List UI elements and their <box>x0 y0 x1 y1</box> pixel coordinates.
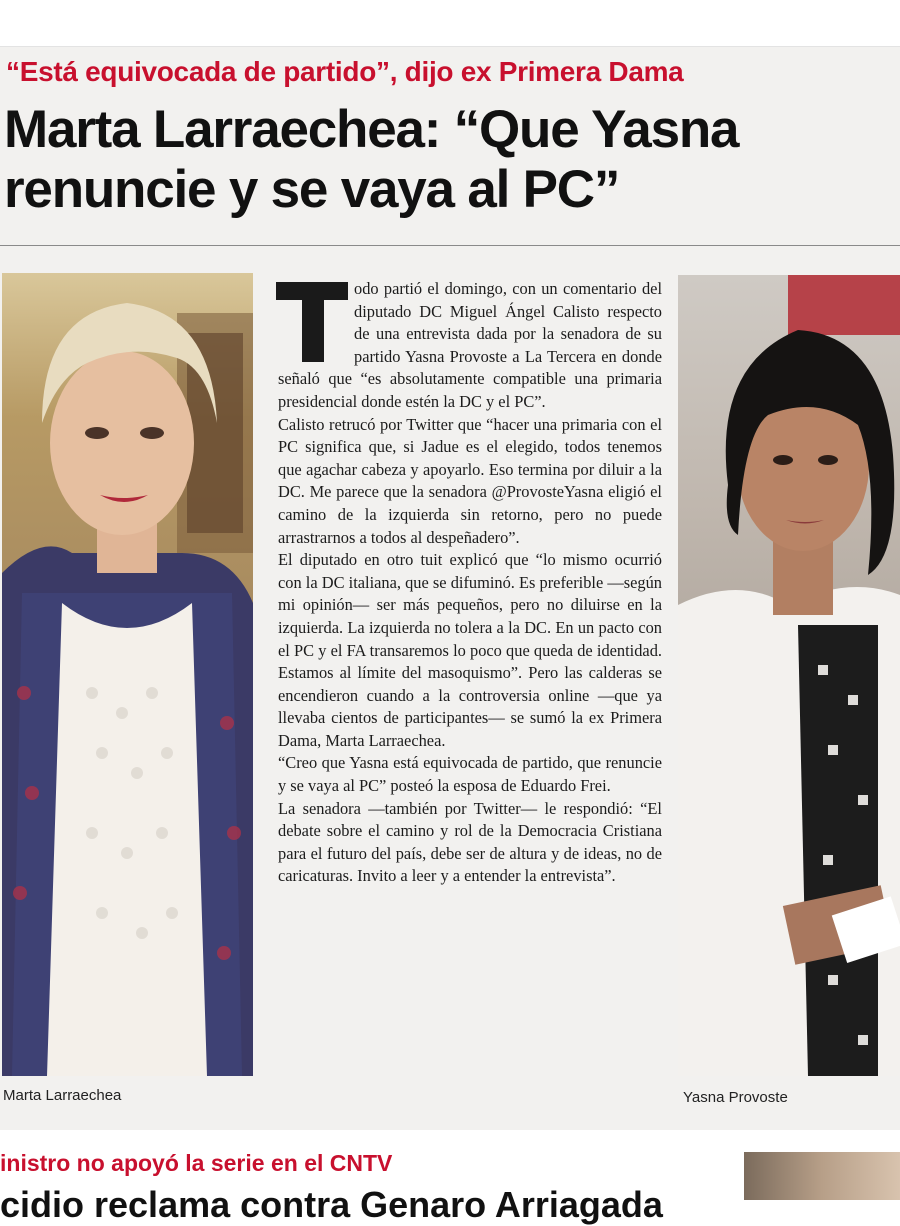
top-margin <box>0 0 900 47</box>
caption-left: Marta Larraechea <box>3 1087 122 1104</box>
article-body <box>278 278 662 888</box>
paragraph-4: “Creo que Yasna está equivocada de partido, que renuncie y se vaya al PC” posteó la esposa de Eduardo Frei. <box>278 753 662 796</box>
article-kicker: “Está equivocada de partido”, dijo ex Primera Dama <box>6 56 684 87</box>
next-article-kicker: inistro no apoyó la serie en el CNTV <box>0 1150 393 1176</box>
article-headline: Marta Larraechea: “Que Yasna renuncie y se vaya al PC” <box>4 100 739 219</box>
paragraph-2: Calisto retrucó por Twitter que “hacer una primaria con el PC significa que, si Jadue es el elegido, todos tenemos que agachar cabeza y apoyarlo. Eso termina por diluir a la DC. Me parece que la senadora @ProvosteYasna eligió el camino de la izquierda sin retorno, pero no puede arrastrarnos a todos al despeñadero”. <box>278 414 662 547</box>
photo-yasna-provoste <box>678 275 900 1076</box>
next-article-headline: cidio reclama contra Genaro Arriagada <box>0 1184 663 1225</box>
caption-right: Yasna Provoste <box>683 1089 788 1106</box>
headline-divider <box>0 245 900 246</box>
paragraph-3: El diputado en otro tuit explicó que “lo mismo ocurrió con la DC italiana, que se difuminó. Es preferible —según mi opinión— ser más pequeños, pero no diluirse en la izquierda. La izquierda no tolera a la DC. En un pacto con el PC y el FA transaremos lo poco que queda de identidad. Estamos al límite del masoquismo”. Pero las calderas se encendieron cuando a la controversia online —que ya llevaba cientos de participantes— se sumó la ex Primera Dama, Marta Larraechea. <box>278 550 662 750</box>
paragraph-1: odo partió el domingo, con un comentario del diputado DC Miguel Ángel Calisto respecto de una entrevista dada por la senadora de su partido Yasna Provoste a La Tercera en donde señaló que “es absolutamente compatible una primaria presidencial donde estén la DC y el PC”. <box>278 279 662 411</box>
paragraph-5: La senadora —también por Twitter— le respondió: “El debate sobre el camino y rol de la Democracia Cristiana para el futuro del país, debe ser de altura y de ideas, no de caricaturas. Invito a leer y a entender la entrevista”. <box>278 798 662 886</box>
photo-marta-larraechea <box>2 273 253 1076</box>
next-article-photo <box>744 1152 900 1200</box>
